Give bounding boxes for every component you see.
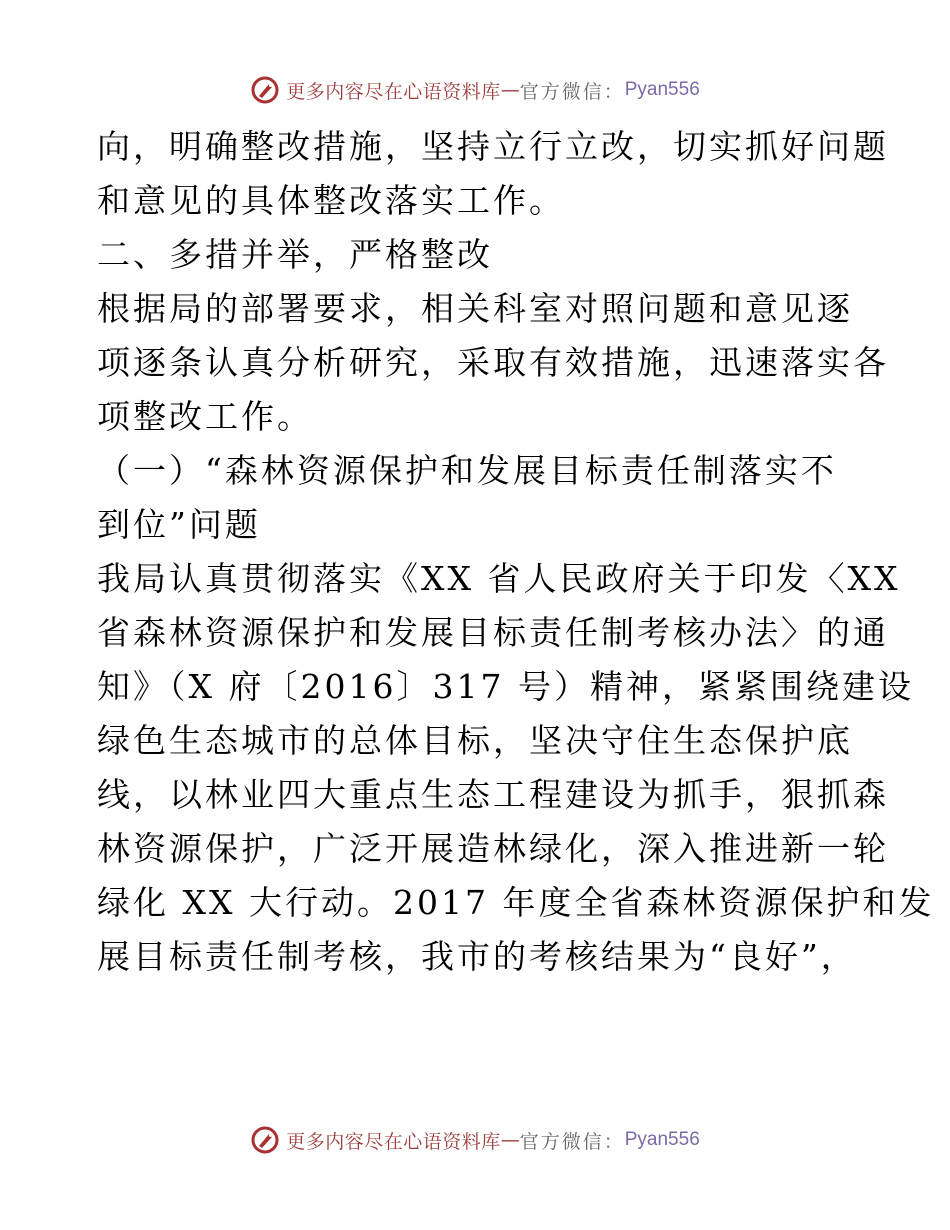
text-line: 向，明确整改措施，坚持立行立改，切实抓好问题: [97, 127, 889, 166]
watermark-sub-text: 官方微信：: [519, 1130, 625, 1153]
text-line: 绿化 XX 大行动。2017 年度全省森林资源保护和发: [97, 883, 935, 922]
text-line: 项整改工作。: [97, 397, 313, 436]
document-body: [97, 120, 935, 984]
text-line: 知》（X 府〔2016〕317 号）精神，紧紧围绕建设: [97, 667, 914, 706]
watermark-sub-text: 官方微信：: [519, 80, 625, 103]
watermark-main-text: 更多内容尽在心语资料库: [286, 1130, 501, 1153]
watermark-banner-top: [0, 70, 950, 110]
text-line: 和意见的具体整改落实工作。: [97, 181, 565, 220]
subsection-heading: （一）“森林资源保护和发展目标责任制落实不: [97, 451, 837, 490]
watermark-separator: —: [500, 79, 520, 101]
watermark-wechat-id: Pyan556: [624, 79, 700, 100]
text-line: 林资源保护，广泛开展造林绿化，深入推进新一轮: [97, 829, 889, 868]
pen-nib-circle-icon: [250, 75, 280, 105]
text-line: 根据局的部署要求，相关科室对照问题和意见逐: [97, 289, 853, 328]
pen-nib-circle-icon: [250, 1125, 280, 1155]
watermark-separator: —: [500, 1129, 520, 1151]
text-line: 线，以林业四大重点生态工程建设为抓手，狠抓森: [97, 775, 889, 814]
text-line: 我局认真贯彻落实《XX 省人民政府关于印发〈XX: [97, 559, 901, 598]
watermark-main-text: 更多内容尽在心语资料库: [286, 80, 501, 103]
text-line: 省森林资源保护和发展目标责任制考核办法〉的通: [97, 613, 889, 652]
watermark-banner-bottom: [0, 1120, 950, 1160]
section-heading: 二、多措并举，严格整改: [97, 235, 493, 274]
text-line: 展目标责任制考核，我市的考核结果为“良好”，: [97, 937, 857, 976]
text-line: 绿色生态城市的总体目标，坚决守住生态保护底: [97, 721, 853, 760]
text-line: 项逐条认真分析研究，采取有效措施，迅速落实各: [97, 343, 889, 382]
watermark-wechat-id: Pyan556: [624, 1129, 700, 1150]
subsection-heading: 到位”问题: [97, 505, 261, 544]
